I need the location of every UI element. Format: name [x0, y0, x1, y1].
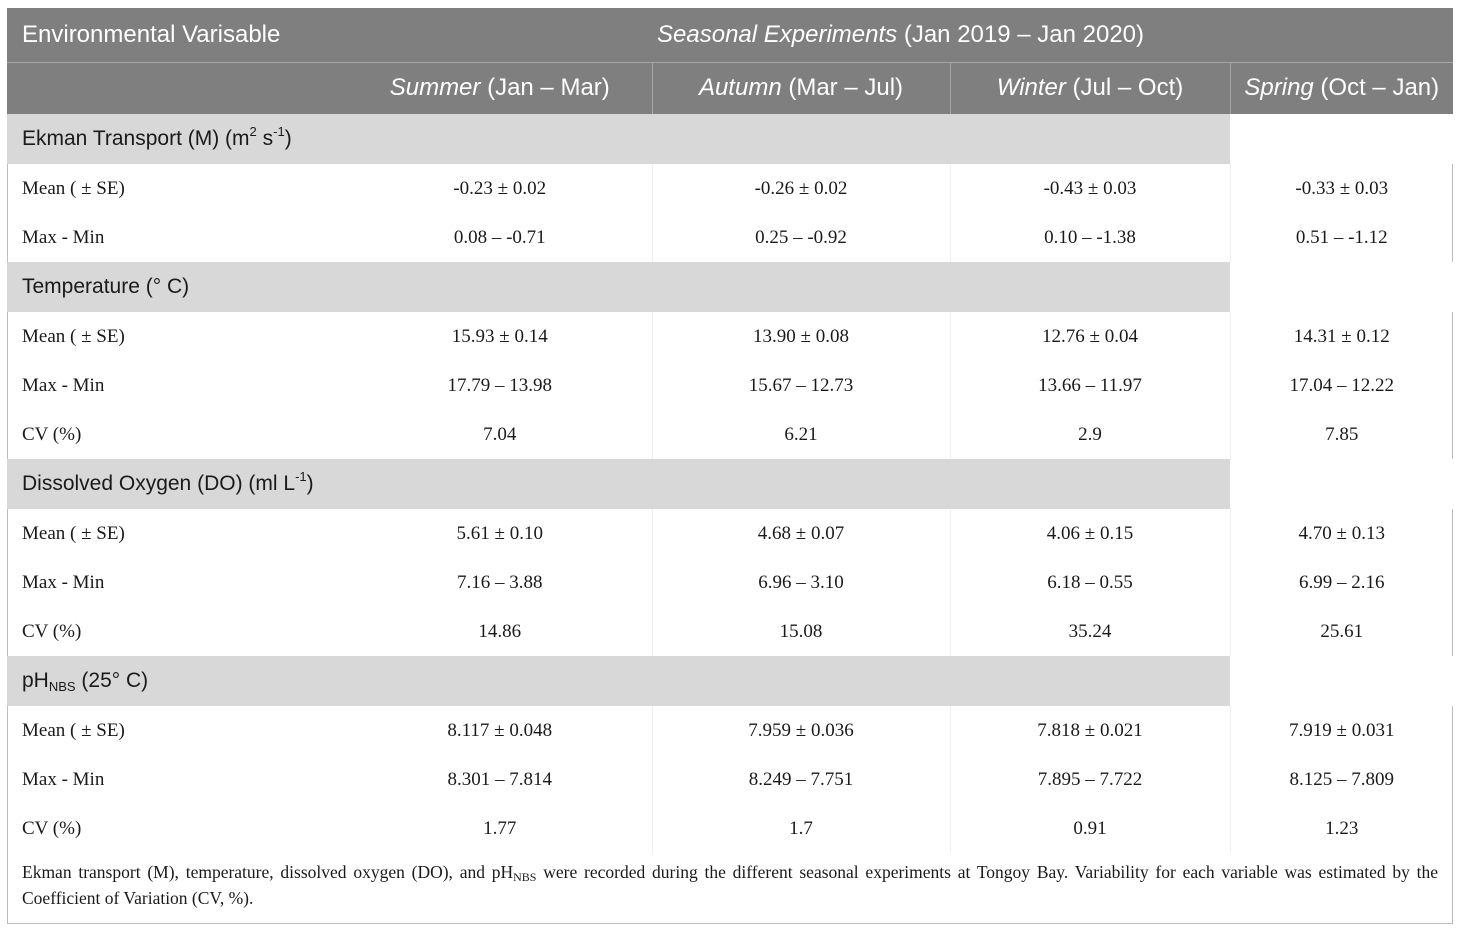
- cell-spring: -0.33 ± 0.03: [1230, 164, 1453, 213]
- header-group-italic: Seasonal Experiments: [657, 20, 898, 48]
- cell-winter: 0.10 – -1.38: [950, 213, 1230, 262]
- cell-spring: 4.70 ± 0.13: [1230, 509, 1453, 558]
- cell-summer: 5.61 ± 0.10: [456, 522, 543, 544]
- cell-autumn: 6.21: [652, 410, 950, 459]
- cell-autumn: 6.96 – 3.10: [652, 558, 950, 607]
- row-label: Mean ( ± SE): [22, 522, 125, 544]
- section-ph-nbs: [7, 656, 1453, 706]
- section-dissolved-oxygen: [7, 459, 1453, 509]
- row-label: Max - Min: [22, 571, 105, 593]
- row-label: CV (%): [22, 620, 82, 642]
- cell-autumn: 13.90 ± 0.08: [652, 312, 950, 361]
- table-row: [7, 213, 1453, 262]
- cell-spring: 14.31 ± 0.12: [1230, 312, 1453, 361]
- cell-winter: 12.76 ± 0.04: [950, 312, 1230, 361]
- cell-autumn: -0.26 ± 0.02: [652, 164, 950, 213]
- section-label: Temperature (° C): [7, 262, 1230, 312]
- cell-summer: 15.93 ± 0.14: [451, 325, 548, 347]
- table-row: [7, 312, 1453, 361]
- header-variable: Environmental Varisable: [7, 8, 348, 62]
- cell-summer: 7.04: [483, 423, 517, 445]
- header-row-2: [7, 62, 1453, 114]
- cell-winter: 7.895 – 7.722: [950, 755, 1230, 804]
- season-range: (Jul – Oct): [1065, 74, 1184, 102]
- header-autumn: [652, 62, 950, 114]
- cell-winter: -0.43 ± 0.03: [950, 164, 1230, 213]
- cell-summer: -0.23 ± 0.02: [453, 177, 547, 199]
- table-row: [7, 804, 1453, 853]
- cell-spring: 25.61: [1230, 607, 1453, 656]
- row-label: Mean ( ± SE): [22, 719, 125, 741]
- section-ekman-transport: [7, 114, 1453, 164]
- table-row: [7, 410, 1453, 459]
- row-label: Max - Min: [22, 226, 105, 248]
- season-name: Spring: [1244, 74, 1314, 102]
- table-footnote: Ekman transport (M), temperature, dissolved oxygen (DO), and pHNBS were recorded during the different seasonal experiments at Tongoy Bay. Variability for each variable was estimated by the Coefficient of Variation (CV, %).: [22, 862, 1439, 908]
- cell-spring: 7.85: [1230, 410, 1453, 459]
- table-row: [7, 164, 1453, 213]
- row-label: Max - Min: [22, 768, 105, 790]
- header-summer: [348, 62, 652, 114]
- section-label: Dissolved Oxygen (DO) (ml $L^{-1}$): [7, 459, 1230, 509]
- header-seasonal-group: [348, 8, 1453, 62]
- season-range: (Mar – Jul): [781, 74, 904, 102]
- header-row-1: [7, 8, 1453, 62]
- row-label: Mean ( ± SE): [22, 177, 125, 199]
- cell-autumn: 0.25 – -0.92: [652, 213, 950, 262]
- season-name: Autumn: [698, 74, 782, 102]
- section-blank: [1230, 459, 1453, 509]
- section-temperature: [7, 262, 1453, 312]
- cell-summer: 0.08 – -0.71: [453, 226, 546, 248]
- cell-winter: 7.818 ± 0.021: [950, 706, 1230, 755]
- header-spring: [1230, 62, 1453, 114]
- row-label: Max - Min: [22, 374, 105, 396]
- section-label: Ekman Transport (M) ($m^2$ $s^{-1}$): [7, 114, 1230, 164]
- cell-winter: 13.66 – 11.97: [950, 361, 1230, 410]
- cell-winter: 0.91: [950, 804, 1230, 853]
- cell-spring: 17.04 – 12.22: [1230, 361, 1453, 410]
- season-name: Winter: [996, 74, 1066, 102]
- header-winter: [950, 62, 1230, 114]
- season-name: Summer: [389, 74, 481, 102]
- season-range: (Oct – Jan): [1313, 74, 1440, 102]
- section-blank: [1230, 114, 1453, 164]
- cell-spring: 0.51 – -1.12: [1230, 213, 1453, 262]
- table-row: [7, 706, 1453, 755]
- table-row: [7, 755, 1453, 804]
- cell-spring: 7.919 ± 0.031: [1230, 706, 1453, 755]
- row-label: Mean ( ± SE): [22, 325, 125, 347]
- cell-autumn: 8.249 – 7.751: [652, 755, 950, 804]
- cell-autumn: 15.08: [652, 607, 950, 656]
- cell-autumn: 15.67 – 12.73: [652, 361, 950, 410]
- row-label: CV (%): [22, 817, 82, 839]
- cell-autumn: 7.959 ± 0.036: [652, 706, 950, 755]
- cell-summer: 8.301 – 7.814: [447, 768, 552, 790]
- table-footnote-row: [7, 853, 1453, 919]
- cell-summer: 7.16 – 3.88: [457, 571, 543, 593]
- cell-summer: 1.77: [483, 817, 517, 839]
- section-blank: [1230, 656, 1453, 706]
- cell-spring: 8.125 – 7.809: [1230, 755, 1453, 804]
- row-label: CV (%): [22, 423, 82, 445]
- season-range: (Jan – Mar): [480, 74, 610, 102]
- cell-summer: 8.117 ± 0.048: [447, 719, 553, 741]
- cell-winter: 35.24: [950, 607, 1230, 656]
- table-row: [7, 607, 1453, 656]
- section-blank: [1230, 262, 1453, 312]
- cell-autumn: 1.7: [652, 804, 950, 853]
- cell-spring: 1.23: [1230, 804, 1453, 853]
- cell-summer: 14.86: [478, 620, 522, 642]
- cell-autumn: 4.68 ± 0.07: [652, 509, 950, 558]
- cell-winter: 2.9: [950, 410, 1230, 459]
- table-row: [7, 509, 1453, 558]
- table-row: [7, 361, 1453, 410]
- cell-spring: 6.99 – 2.16: [1230, 558, 1453, 607]
- table-row: [7, 558, 1453, 607]
- cell-summer: 17.79 – 13.98: [447, 374, 552, 396]
- cell-winter: 4.06 ± 0.15: [950, 509, 1230, 558]
- header-blank: [7, 62, 348, 114]
- header-group-range: (Jan 2019 – Jan 2020): [897, 20, 1145, 48]
- cell-winter: 6.18 – 0.55: [950, 558, 1230, 607]
- section-label: $pH_{NBS}$ (25° C): [7, 656, 1230, 706]
- environmental-variables-table: [7, 8, 1453, 919]
